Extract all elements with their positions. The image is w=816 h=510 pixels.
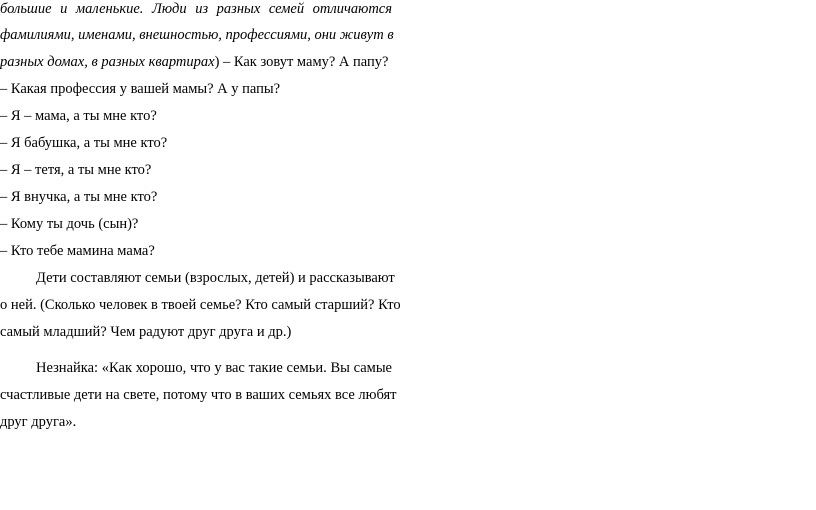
paragraph1-line-3: самый младший? Чем радуют друг друга и др.) [0,324,292,340]
question-grandmother: – Я бабушка, а ты мне кто? [0,135,168,151]
paragraph1-line-1: Дети составляют семьи (взрослых, детей) и рассказывают [36,270,395,286]
question-granddaughter: – Я внучка, а ты мне кто? [0,189,158,205]
intro-line-1: большие и маленькие. Люди из разных семей отличаются [0,1,392,17]
paragraph2-line-1: Незнайка: «Как хорошо, что у вас такие семьи. Вы самые [36,360,392,376]
question-mothers-mother: – Кто тебе мамина мама? [0,243,155,259]
question-daughter-son: – Кому ты дочь (сын)? [0,216,139,232]
intro-line-3-rest: ) – Как зовут маму? А папу? [214,54,389,70]
intro-line-3 [0,53,392,71]
paragraph2-line-2: счастливые дети на свете, потому что в ваших семьях все любят [0,387,397,403]
paragraph1-line-2: о ней. (Сколько человек в твоей семье? Кто самый старший? Кто [0,297,401,313]
paragraph2-line-3: друг друга». [0,414,77,430]
intro-line-3-italic: разных домах, в разных квартирах [0,54,215,70]
intro-line-2: фамилиями, именами, внешностью, профессиями, они живут в [0,27,394,43]
question-mama: – Я – мама, а ты мне кто? [0,108,157,124]
question-profession: – Какая профессия у вашей мамы? А у папы? [0,81,281,97]
question-aunt: – Я – тетя, а ты мне кто? [0,162,152,178]
